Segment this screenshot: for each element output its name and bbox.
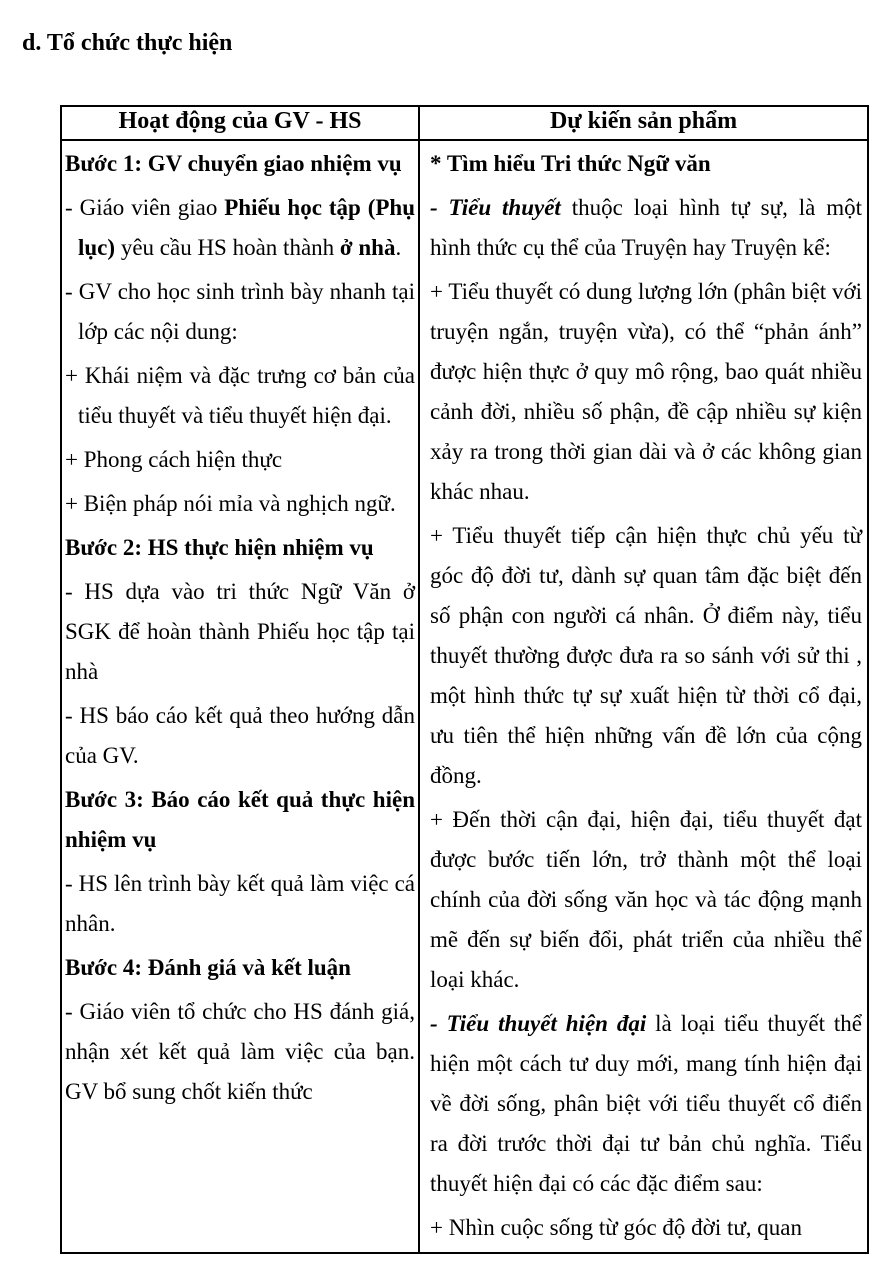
text-run: - HS dựa vào tri thức Ngữ Văn ở SGK để hoàn thành Phiếu học tập tại nhà xyxy=(65,579,415,684)
activity-paragraph xyxy=(65,992,415,1112)
text-run: là loại tiểu thuyết thể hiện một cách tư duy mới, mang tính hiện đại về đời sống, phân biệt với tiểu thuyết cổ điển ra đời trước thời đại tư bản chủ nghĩa. Tiểu thuyết hiện đại có các đặc điểm sau: xyxy=(430,1011,862,1196)
text-run: + Khái niệm và đặc trưng cơ bản của tiểu thuyết và tiểu thuyết hiện đại. xyxy=(65,363,415,428)
text-run: + Nhìn cuộc sống từ góc độ đời tư, quan xyxy=(430,1215,803,1240)
text-run: Bước 3: Báo cáo kết quả thực hiện nhiệm vụ xyxy=(65,787,415,852)
activity-paragraph xyxy=(65,144,415,184)
text-run: + Biện pháp nói mỉa và nghịch ngữ. xyxy=(65,491,396,516)
activity-paragraph xyxy=(65,272,415,352)
text-run: + Tiểu thuyết có dung lượng lớn (phân biệt với truyện ngắn, truyện vừa), có thể “phản ánh” được hiện thực ở quy mô rộng, bao quát nhiều cảnh đời, nhiều số phận, đề cập nhiều sự kiện xảy ra trong thời gian dài và ở các không gian khác nhau. xyxy=(430,279,862,504)
products-column-header: Dự kiến sản phẩm xyxy=(419,106,868,140)
text-run: * Tìm hiểu Tri thức Ngữ văn xyxy=(430,151,711,176)
text-run: . xyxy=(395,235,402,260)
product-paragraph xyxy=(430,144,862,184)
text-run: - Tiểu thuyết hiện đại xyxy=(430,1011,647,1036)
text-run: + Đến thời cận đại, hiện đại, tiểu thuyết đạt được bước tiến lớn, trở thành một thể loại chính của đời sống văn học và tác động mạnh mẽ đến sự biến đổi, phát triển của nhiều thể loại khác. xyxy=(430,807,862,992)
product-paragraph xyxy=(430,272,862,512)
activity-paragraph xyxy=(65,948,415,988)
product-paragraph xyxy=(430,516,862,796)
activity-paragraph xyxy=(65,780,415,860)
product-paragraph xyxy=(430,188,862,268)
activity-paragraph xyxy=(65,528,415,568)
text-run: Bước 4: Đánh giá và kết luận xyxy=(65,955,351,980)
activity-paragraph xyxy=(65,440,415,480)
section-title: d. Tổ chức thực hiện xyxy=(22,30,233,56)
activity-paragraph xyxy=(65,484,415,524)
text-run: - HS báo cáo kết quả theo hướng dẫn của GV. xyxy=(65,703,415,768)
activity-paragraph xyxy=(65,696,415,776)
text-run: - Giáo viên tổ chức cho HS đánh giá, nhận xét kết quả làm việc của bạn. GV bổ sung chốt kiến thức xyxy=(65,999,415,1104)
text-run: - HS lên trình bày kết quả làm việc cá nhân. xyxy=(65,871,415,936)
lesson-plan-table xyxy=(60,105,869,1254)
product-paragraph xyxy=(430,1004,862,1204)
text-run: - Tiểu thuyết xyxy=(430,195,561,220)
text-run: ở nhà xyxy=(339,235,396,260)
text-run: thuộc loại hình tự sự, là một hình thức cụ thể của Truyện hay Truyện kể: xyxy=(430,195,862,260)
text-run: Phiếu học tập (Phụ lục) xyxy=(78,195,415,260)
product-paragraph xyxy=(430,1208,862,1248)
activity-paragraph xyxy=(65,572,415,692)
activities-cell xyxy=(61,140,419,1253)
activity-paragraph xyxy=(65,864,415,944)
products-cell xyxy=(419,140,868,1253)
text-run: + Phong cách hiện thực xyxy=(65,447,283,472)
product-paragraph xyxy=(430,800,862,1000)
activities-column-header: Hoạt động của GV - HS xyxy=(61,106,419,140)
activity-paragraph xyxy=(65,356,415,436)
text-run: yêu cầu HS hoàn thành xyxy=(115,235,340,260)
text-run: - GV cho học sinh trình bày nhanh tại lớp các nội dung: xyxy=(65,279,415,344)
table-header-row xyxy=(61,106,868,140)
text-run: + Tiểu thuyết tiếp cận hiện thực chủ yếu từ góc độ đời tư, dành sự quan tâm đặc biệt đến số phận con người cá nhân. Ở điểm này, tiểu thuyết thường được đưa ra so sánh với sử thi , một hình thức tự sự xuất hiện từ thời cổ đại, ưu tiên thể hiện những vấn đề lớn của cộng đồng. xyxy=(430,523,862,788)
text-run: Bước 2: HS thực hiện nhiệm vụ xyxy=(65,535,374,560)
text-run: Bước 1: GV chuyển giao nhiệm vụ xyxy=(65,151,402,176)
text-run: - Giáo viên giao xyxy=(65,195,225,220)
activity-paragraph xyxy=(65,188,415,268)
table-body-row xyxy=(61,140,868,1253)
